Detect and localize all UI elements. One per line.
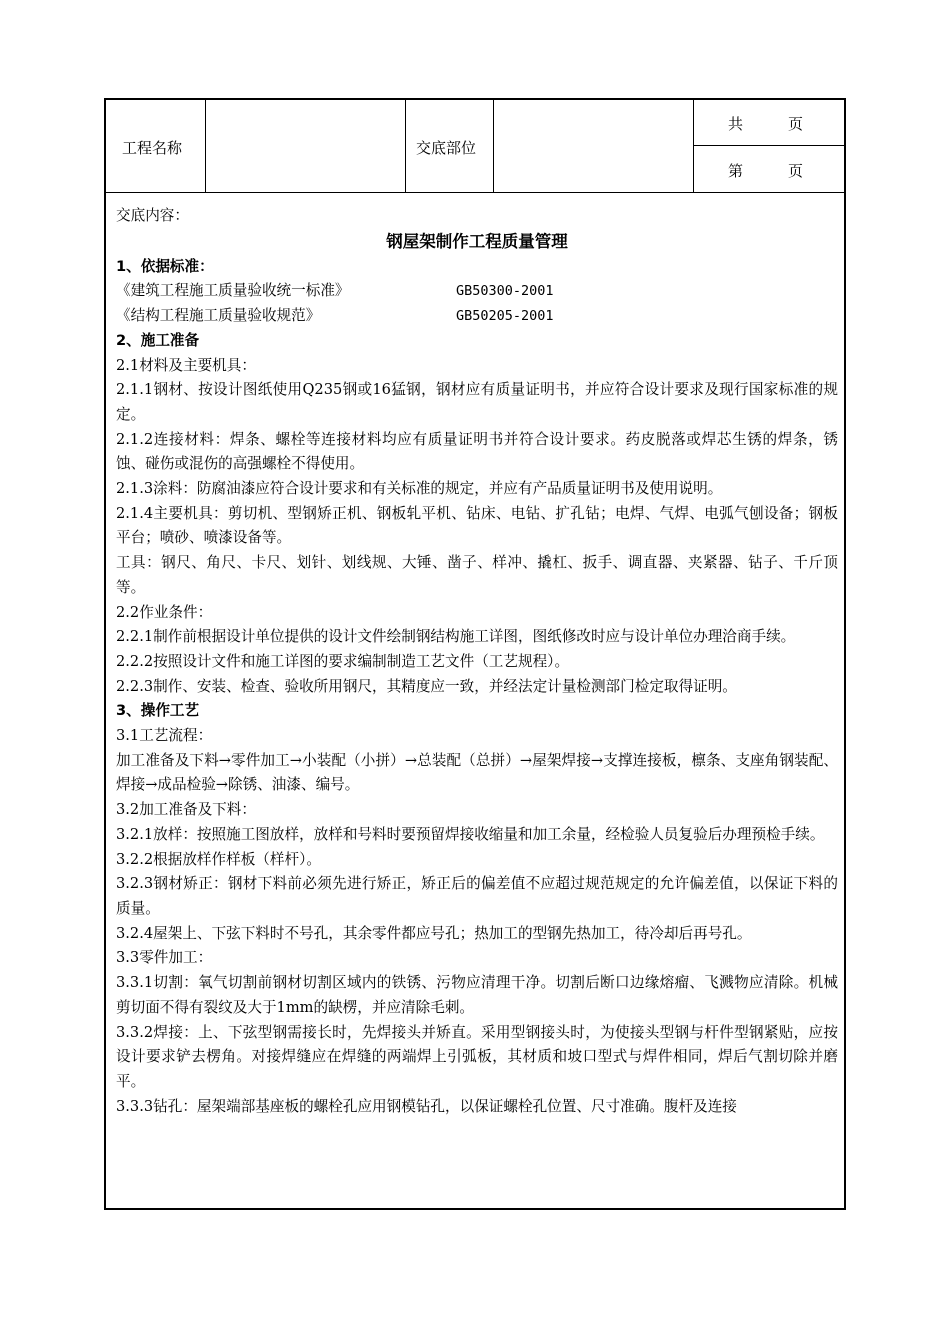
standard-name: 《结构工程施工质量验收规范》	[116, 307, 321, 325]
paragraph: 3.1工艺流程：	[116, 727, 213, 745]
disclosure-form	[104, 98, 846, 1210]
paragraph: 2.2作业条件：	[116, 603, 213, 621]
divider	[405, 100, 406, 192]
paragraph: 2.2.3制作、安装、检查、验收所用钢尺，其精度应一致，并经法定计量检测部门检定取得证明。	[116, 677, 737, 695]
standard-code: GB50205-2001	[456, 308, 554, 325]
paragraph: 3.3.3钻孔：屋架端部基座板的螺栓孔应用钢模钻孔，以保证螺栓孔位置、尺寸准确。腹杆及连接	[116, 1097, 737, 1115]
divider	[693, 145, 844, 146]
standard-name: 《建筑工程施工质量验收统一标准》	[116, 282, 350, 300]
section-heading: 2、施工准备	[116, 331, 200, 349]
paragraph: 3.3.1切割：氧气切割前钢材切割区域内的铁锈、污物应清理干净。切割后断口边缘熔瘤、飞溅物应清除。机械剪切面不得有裂纹及大于1mm的缺楞，并应清除毛刺。	[116, 974, 838, 1016]
disclosure-content	[116, 204, 838, 1119]
paragraph: 2.1材料及主要机具：	[116, 356, 256, 374]
header-table	[106, 100, 844, 193]
paragraph: 3.2.1放样：按照施工图放样，放样和号料时要预留焊接收缩量和加工余量，经检验人员复验后办理预检手续。	[116, 825, 825, 843]
total-pages: 共 页	[728, 115, 804, 133]
intro-label: 交底内容：	[116, 207, 189, 224]
section-heading: 1、依据标准：	[116, 257, 214, 275]
paragraph: 2.2.1制作前根据设计单位提供的设计文件绘制钢结构施工详图，图纸修改时应与设计单位办理洽商手续。	[116, 628, 796, 646]
paragraph: 3.2.4屋架上、下弦下料时不号孔，其余零件都应号孔；热加工的型钢先热加工，待冷却后再号孔。	[116, 924, 752, 942]
document-title: 钢屋架制作工程质量管理	[386, 231, 568, 251]
standard-row	[116, 279, 838, 304]
paragraph: 3.2.3钢材矫正：钢材下料前必须先进行矫正，矫正后的偏差值不应超过规范规定的允许偏差值，以保证下料的质量。	[116, 875, 838, 917]
paragraph: 3.2.2根据放样作样板（样杆）。	[116, 850, 321, 868]
divider	[205, 100, 206, 192]
section-heading: 3、操作工艺	[116, 702, 200, 720]
process-flow: 加工准备及下料→零件加工→小装配（小拼）→总装配（总拼）→屋架焊接→支撑连接板，檩条、支座角钢装配、焊接→成品检验→除锈、油漆、编号。	[116, 751, 838, 794]
paragraph: 工具：钢尺、角尺、卡尺、划针、划线规、大锤、凿子、样冲、撬杠、扳手、调直器、夹紧器、钻子、千斤顶等。	[116, 554, 838, 596]
standard-code: GB50300-2001	[456, 283, 554, 300]
disclosure-part-label: 交底部位	[416, 139, 477, 157]
paragraph: 2.1.4主要机具：剪切机、型钢矫正机、钢板轧平机、钻床、电钻、扩孔钻；电焊、气焊、电弧气刨设备；钢板平台；喷砂、喷漆设备等。	[116, 504, 838, 547]
paragraph: 3.3.2焊接：上、下弦型钢需接长时，先焊接头并矫直。采用型钢接头时，为使接头型钢与杆件型钢紧贴，应按设计要求铲去楞角。对接焊缝应在焊缝的两端焊上引弧板，其材质和坡口型式与焊件相同，焊后气割切除并磨平。	[116, 1023, 838, 1090]
standard-row	[116, 304, 838, 329]
page-number: 第 页	[728, 162, 804, 180]
paragraph: 3.2加工准备及下料：	[116, 801, 256, 819]
paragraph: 2.1.1钢材、按设计图纸使用Q235钢或16猛钢，钢材应有质量证明书，并应符合设计要求及现行国家标准的规定。	[116, 381, 838, 423]
paragraph: 2.1.3涂料：防腐油漆应符合设计要求和有关标准的规定，并应有产品质量证明书及使用说明。	[116, 480, 723, 498]
paragraph: 3.3零件加工：	[116, 949, 213, 967]
divider	[493, 100, 494, 192]
divider	[693, 100, 694, 192]
project-name-label: 工程名称	[122, 139, 183, 157]
paragraph: 2.2.2按照设计文件和施工详图的要求编制制造工艺文件（工艺规程）。	[116, 652, 570, 670]
paragraph: 2.1.2连接材料：焊条、螺栓等连接材料均应有质量证明书并符合设计要求。药皮脱落或焊芯生锈的焊条，锈蚀、碰伤或混伤的高强螺栓不得使用。	[116, 430, 838, 473]
